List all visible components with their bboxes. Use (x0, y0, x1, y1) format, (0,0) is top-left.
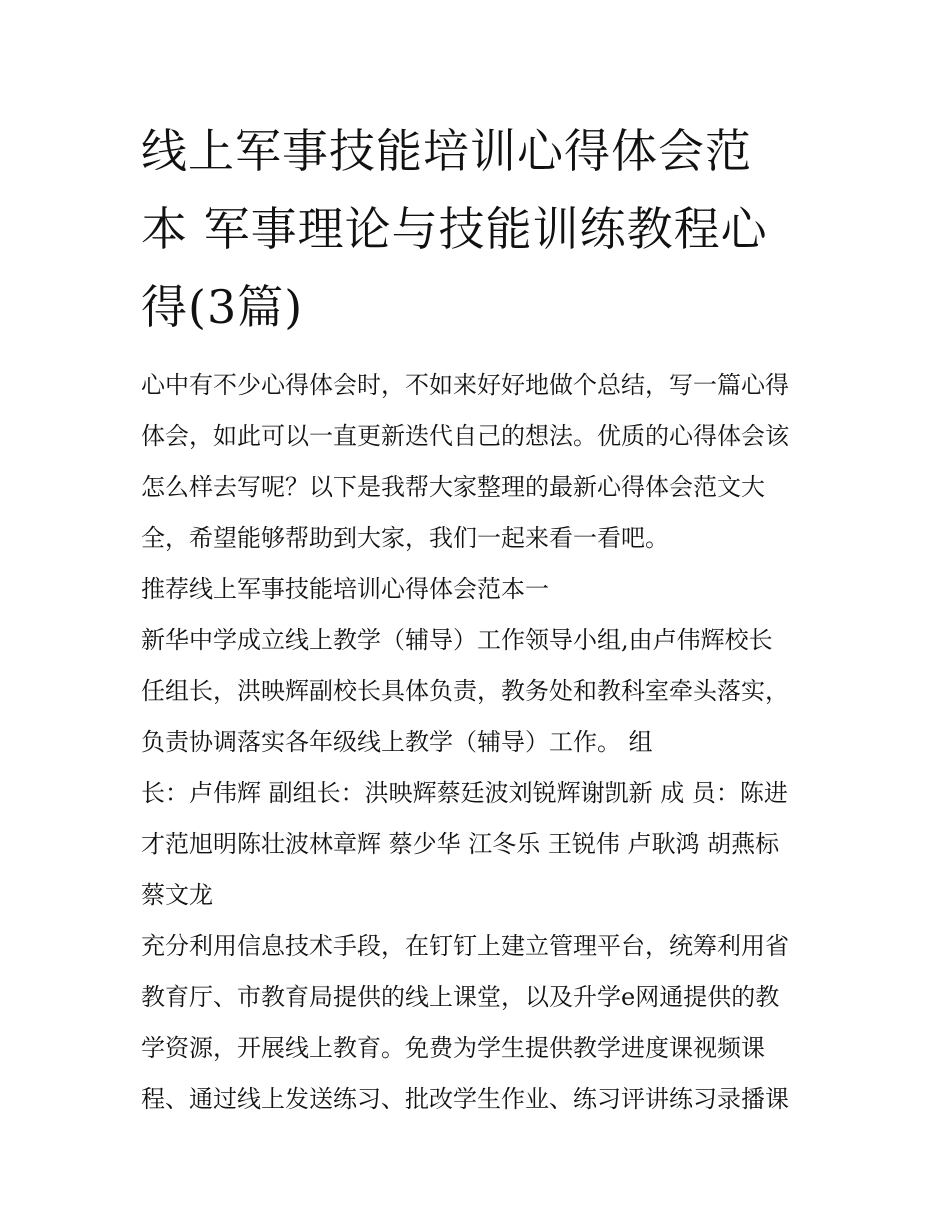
title-line: 线上军事技能培训心得体会范 (141, 124, 752, 178)
text-line: 学资源，开展线上教育。免费为学生提供教学进度课视频课 (141, 1034, 765, 1062)
text-line: 心中有不少心得体会时，不如来好好地做个总结，写一篇心得 (141, 371, 789, 399)
text-line: 蔡文龙 (141, 881, 213, 909)
document-title (141, 112, 813, 346)
text-line: 怎么样去写呢？以下是我帮大家整理的最新心得体会范文大 (141, 473, 765, 501)
text-line: 体会，如此可以一直更新迭代自己的想法。优质的心得体会该 (141, 422, 789, 450)
text-line: 充分利用信息技术手段，在钉钉上建立管理平台，统筹利用省 (141, 932, 789, 960)
text-line: 负责协调落实各年级线上教学（辅导）工作。 组 (141, 728, 653, 756)
text-line: 推荐线上军事技能培训心得体会范本一 (141, 575, 549, 603)
document-page (141, 112, 813, 1125)
method-paragraph (141, 921, 813, 1125)
section-heading (141, 564, 813, 615)
title-line: 得(3篇) (141, 280, 304, 334)
text-line: 全，希望能够帮助到大家，我们一起来看一看吧。 (141, 524, 669, 552)
text-line: 教育厅、市教育局提供的线上课堂，以及升学e网通提供的教 (141, 983, 780, 1011)
text-line: 长：卢伟辉 副组长：洪映辉蔡廷波刘锐辉谢凯新 成 员：陈进 (141, 779, 788, 807)
title-line: 本 军事理论与技能训练教程心 (141, 202, 768, 256)
intro-paragraph (141, 360, 813, 564)
team-paragraph (141, 615, 813, 921)
text-line: 任组长，洪映辉副校长具体负责，教务处和教科室牵头落实， (141, 677, 789, 705)
text-line: 才范旭明陈壮波林章辉 蔡少华 江冬乐 王锐伟 卢耿鸿 胡燕标 (141, 830, 780, 858)
text-line: 新华中学成立线上教学（辅导）工作领导小组,由卢伟辉校长 (141, 626, 773, 654)
text-line: 程、通过线上发送练习、批改学生作业、练习评讲练习录播课 (141, 1085, 789, 1113)
